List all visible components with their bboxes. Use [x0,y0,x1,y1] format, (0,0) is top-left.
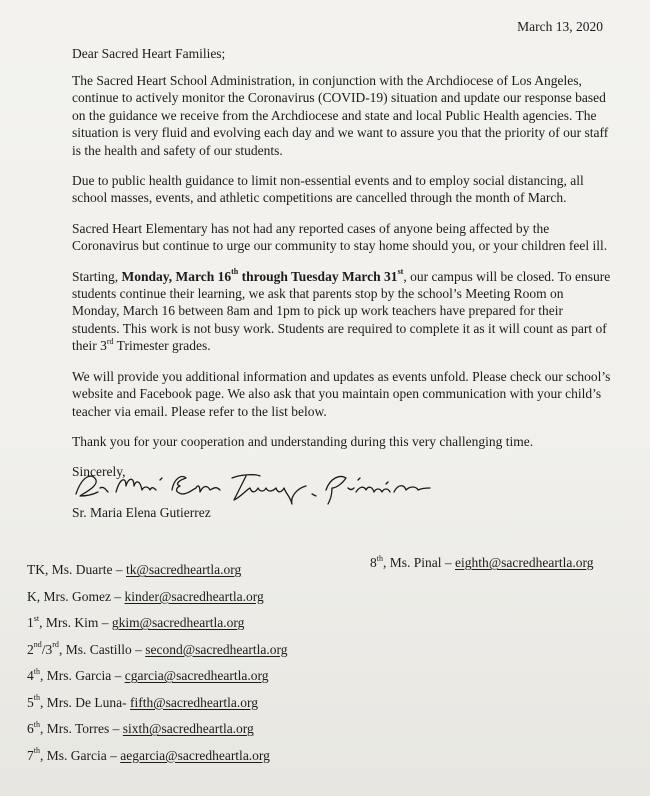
email-link[interactable]: cgarcia@sacredheartla.org [124,668,269,683]
paragraph-updates: We will provide you additional information and updates as events unfold. Please check our school’s website and Facebook page. We also ask that you maintain open communication with your child’s teacher via email. Please refer to the list below. [72,368,611,419]
contact-seventh [27,747,287,774]
letter-body [72,72,612,494]
closure-details: , our campus will be closed. To ensure students continue their learning, we ask that parents stop by the school’s Meeting Room on Monday, March 16 between 8am and 1pm to pick up work teachers have prepared for their students. This work is not busy work. Students are required to complete it as it will count as part of their 3 [72,268,611,354]
contact-second-third [27,641,287,668]
closure-end: through Tuesday March 31 [238,268,398,284]
grade-sup: th [33,693,40,702]
grade-label-2: /3 [41,641,53,657]
teacher-name: , Mrs. Gomez – [36,588,125,604]
email-link[interactable]: aegarcia@sacredheartla.org [120,747,270,763]
salutation: Dear Sacred Heart Families; [72,46,226,61]
closure-end-sup: st [397,267,404,277]
email-link[interactable]: kinder@sacredheartla.org [124,588,264,604]
closure-lead: Starting, [72,268,122,284]
teacher-name: , Ms. Pinal – [382,555,455,570]
email-link[interactable]: fifth@sacredheartla.org [129,694,258,710]
teacher-name: , Ms. Duarte – [45,562,126,577]
trimester-sup: rd [106,336,114,346]
grade-label: 1 [27,615,34,630]
grade-label: 7 [27,747,34,763]
grade-label: 5 [27,694,34,710]
email-link[interactable]: sixth@sacredheartla.org [122,721,254,736]
contact-first [27,614,287,641]
teacher-name: , Mrs. Garcia – [39,668,125,683]
paragraph-campus-closure [72,268,612,355]
email-link[interactable]: eighth@sacredheartla.org [455,555,594,570]
paragraph-monitoring: The Sacred Heart School Administration, in conjunction with the Archdiocese of Los Angeles, continue to actively monitor the Coronavirus (COVID-19) situation and update our response based on the guidance we receive from the Archdiocese and state and local Public Health agencies. The situation is very fluid and evolving each day and we want to assure you that the priority of our staff is the health and safety of our students. [72,73,609,158]
closure-tail: Trimester grades. [113,338,211,354]
signer-name: Sr. Maria Elena Gutierrez [72,505,211,520]
teacher-name: , Mrs. Torres – [39,721,123,736]
grade-sup: th [33,746,40,755]
teacher-name: , Mrs. Kim – [39,615,112,630]
contact-fourth [27,667,287,694]
grade-label: 4 [27,668,34,683]
contact-tk [27,561,287,588]
email-link[interactable]: gkim@sacredheartla.org [111,615,245,630]
grade-sup-2: rd [52,640,59,649]
teacher-name: , Ms. Garcia – [39,747,121,763]
grade-sup: st [33,613,40,623]
grade-label: TK [27,562,45,577]
grade-sup: th [33,666,40,676]
contact-fifth [27,694,287,721]
grade-label: 2 [27,641,34,657]
closure-start: Monday, March 16 [121,268,232,284]
email-link[interactable]: second@sacredheartla.org [145,641,288,657]
teacher-name: , Ms. Castillo – [58,641,146,657]
paragraph-cancellations: Due to public health guidance to limit non-essential events and to employ social distancing, all school masses, events, and athletic competitions are cancelled through the month of March. [72,173,584,206]
paragraph-thanks: Thank you for your cooperation and understanding during this very challenging time. [72,433,534,449]
closure-dates [122,269,404,284]
contact-eighth [370,555,594,571]
grade-sup: nd [33,640,42,649]
contact-kinder [27,588,287,615]
letter-date: March 13, 2020 [517,19,603,34]
teacher-name: , Mrs. De Luna- [39,694,130,710]
grade-sup: th [376,553,383,563]
closing: Sincerely, [72,464,126,480]
contact-sixth [27,720,287,747]
grade-label: 6 [27,721,34,736]
grade-sup: th [33,719,40,729]
teacher-contact-list [27,561,287,773]
grade-label: K [27,588,37,604]
closure-start-sup: th [231,267,239,277]
grade-label: 8 [370,555,377,570]
paragraph-no-cases: Sacred Heart Elementary has not had any reported cases of anyone being affected by the Coronavirus but continue to urge our community to stay home should you, or your children feel ill. [72,220,608,254]
email-link[interactable]: tk@sacredheartla.org [126,562,242,577]
